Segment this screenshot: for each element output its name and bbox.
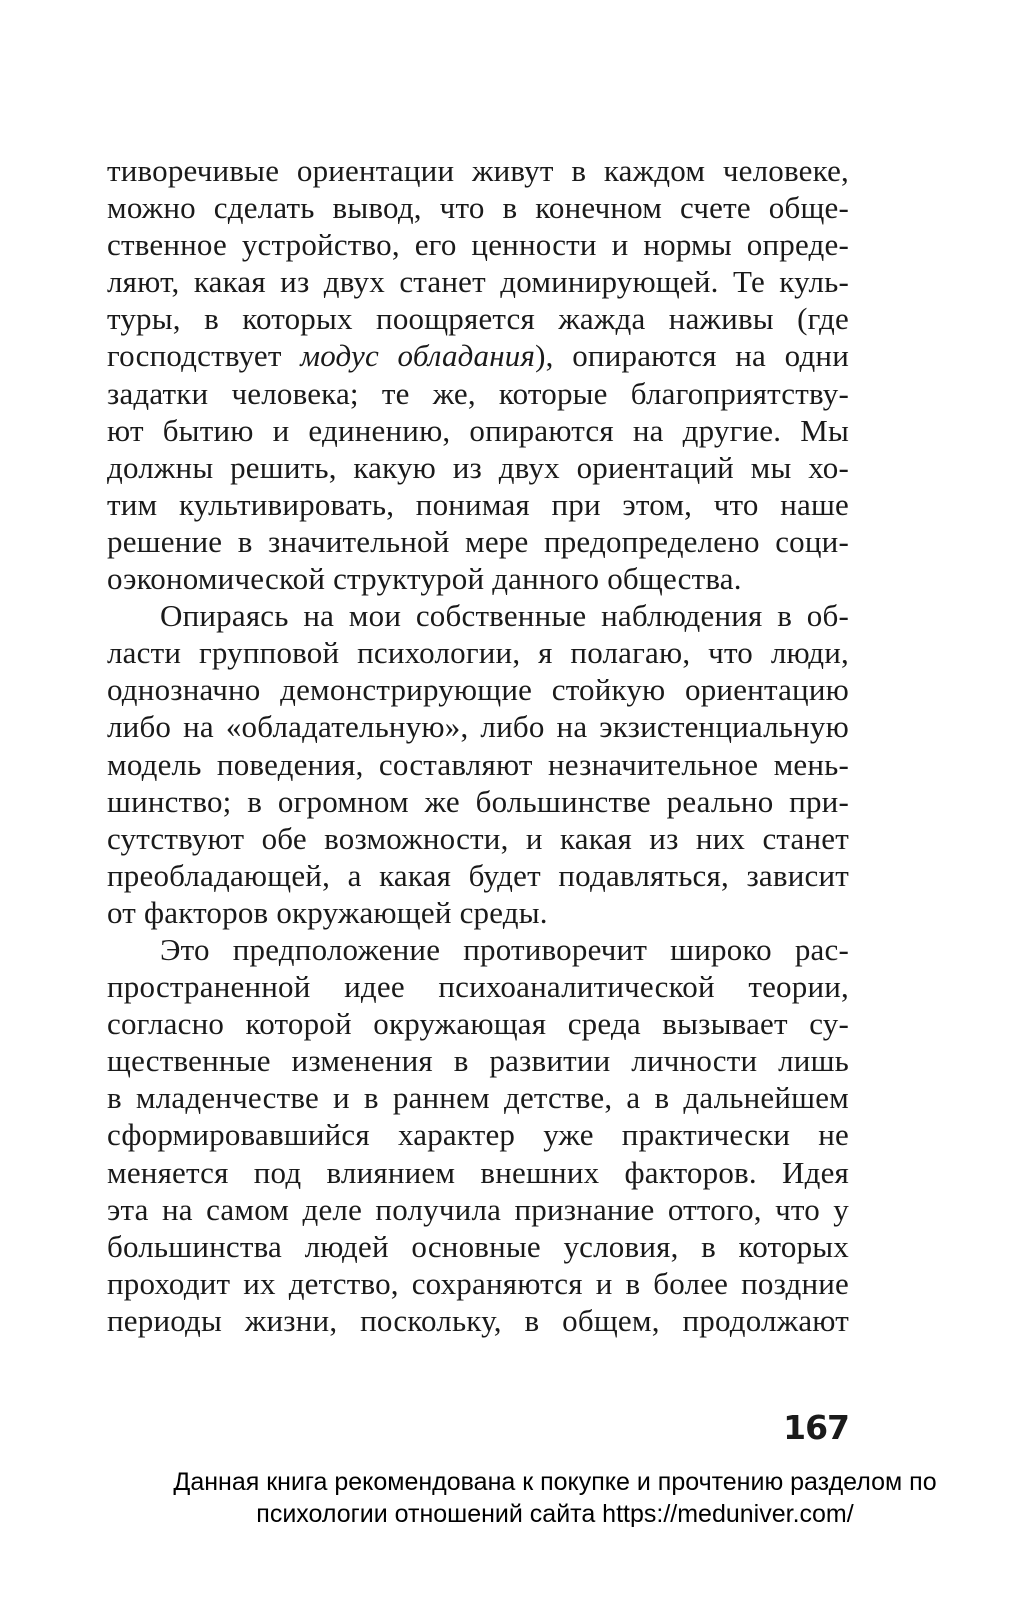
text-line: меняется под влиянием внешних факторов. Идея — [107, 1154, 849, 1190]
text-line: ственное устройство, его ценности и нормы опреде- — [107, 227, 849, 263]
text-run: ), опираются на одни — [535, 338, 849, 374]
text-line: можно сделать вывод, что в конечном счете обще- — [107, 190, 849, 226]
text-line: ляют, какая из двух станет доминирующей. Те куль- — [107, 264, 849, 300]
text-line: согласно которой окружающая среда вызывает су- — [107, 1006, 849, 1042]
text-line: в младенчестве и в раннем детстве, а в дальнейшем — [107, 1080, 849, 1116]
text-line: однозначно демонстрирующие стойкую ориентацию — [107, 672, 849, 708]
text-line: сформировавшийся характер уже практически не — [107, 1117, 849, 1153]
text-line: большинства людей основные условия, в которых — [107, 1228, 849, 1264]
italic-term: модус обладания — [300, 338, 536, 374]
text-line: проходит их детство, сохраняются и в более поздние — [107, 1265, 849, 1301]
text-line: решение в значительной мере предопределено соци- — [107, 523, 849, 559]
text-line: периоды жизни, поскольку, в общем, продолжают — [107, 1302, 849, 1338]
text-line: щественные изменения в развитии личности лишь — [107, 1043, 849, 1079]
text-line: сутствуют обе возможности, и какая из них станет — [107, 820, 849, 856]
text-line: пространенной идее психоаналитической теории, — [107, 969, 849, 1005]
text-line: шинство; в огромном же большинстве реально при- — [107, 783, 849, 819]
text-line: тим культивировать, понимая при этом, что наше — [107, 486, 849, 522]
text-line: эта на самом деле получила признание оттого, что у — [107, 1191, 849, 1227]
text-line — [107, 337, 849, 374]
text-line: либо на «обладательную», либо на экзистенциальную — [107, 709, 849, 745]
text-line: оэкономической структурой данного общества. — [107, 561, 742, 597]
text-run: господствует — [107, 338, 301, 374]
text-line: задатки человека; те же, которые благоприятству- — [107, 375, 849, 411]
page-number: 167 — [783, 1408, 849, 1447]
text-line: должны решить, какую из двух ориентаций мы хо- — [107, 449, 849, 485]
text-line: тиворечивые ориентации живут в каждом человеке, — [107, 153, 849, 188]
text-line: туры, в которых поощряется жажда наживы (где — [107, 301, 849, 337]
footer-line: психологии отношений сайта https://meduniver.com/ — [256, 1500, 854, 1528]
text-line: ласти групповой психологии, я полагаю, что люди, — [107, 635, 849, 671]
text-line: Опираясь на мои собственные наблюдения в об- — [160, 598, 849, 634]
text-line: от факторов окружающей среды. — [107, 894, 548, 930]
page-body — [107, 152, 849, 1339]
text-line: Это предположение противоречит широко рас- — [160, 931, 849, 967]
text-line: модель поведения, составляют незначительное мень- — [107, 746, 849, 782]
text-line: ют бытию и единению, опираются на другие. Мы — [107, 412, 849, 448]
text-line: преобладающей, а какая будет подавляться, зависит — [107, 857, 849, 893]
footer-line: Данная книга рекомендована к покупке и прочтению разделом по — [173, 1468, 937, 1496]
footer-note — [100, 1466, 1010, 1530]
